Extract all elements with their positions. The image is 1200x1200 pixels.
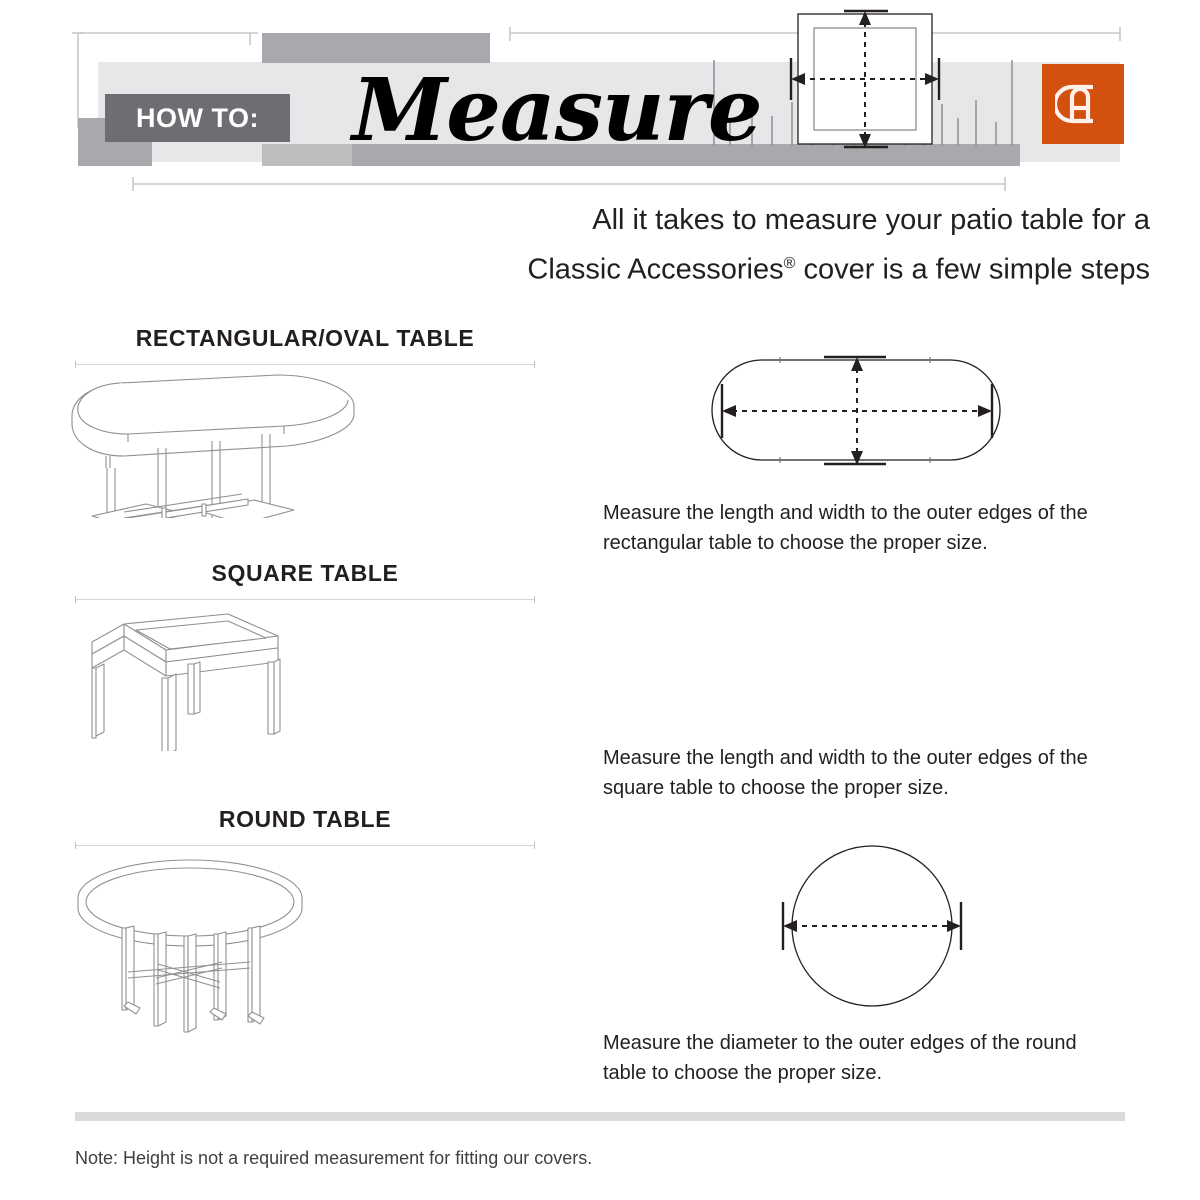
footer-note: Note: Height is not a required measurement for fitting our covers. [75,1148,593,1168]
instruction-line-2: rectangular table to choose the proper size. [603,532,988,554]
header-banner [0,0,1200,200]
how-to-label: HOW TO: [136,102,259,133]
subtitle-line-2-rest: cover is a few simple steps [795,253,1150,286]
section-heading-square: SQUARE TABLE [211,560,399,586]
oval-table-dimension-diagram [700,348,1030,493]
instruction-line-2: table to choose the proper size. [603,1062,883,1084]
page-title: Measure [352,60,762,161]
square-table-illustration [62,606,342,751]
subtitle-line-2 [380,242,1150,292]
how-to-badge [105,94,290,142]
instruction-line-1: Measure the diameter to the outer edges of the round [603,1032,1077,1054]
round-table-illustration [62,850,352,1035]
round-table-dimension-diagram [772,830,972,1025]
instruction-text-round [603,1028,1143,1088]
ca-monogram-icon [1055,77,1111,131]
header-gray-bar-bottom-light [262,144,352,166]
section-divider-3 [75,845,535,846]
square-table-dimension-diagram [782,0,962,160]
instruction-line-1: Measure the length and width to the outer edges of the [603,502,1088,524]
section-heading-round: ROUND TABLE [218,806,392,832]
oval-trestle-table-illustration [62,368,382,518]
subtitle-brand: Classic Accessories [527,253,784,286]
footer-divider-bar [75,1112,1125,1121]
subtitle [380,198,1150,292]
subtitle-line-1: All it takes to measure your patio table for a [592,204,1150,236]
registered-mark: ® [783,255,796,272]
section-divider-2 [75,599,535,600]
instruction-text-rectangular [603,498,1143,558]
section-divider-1 [75,364,535,365]
instruction-line-2: square table to choose the proper size. [603,777,949,799]
instruction-line-1: Measure the length and width to the outer edges of the [603,747,1088,769]
section-heading-rectangular-oval: RECTANGULAR/OVAL TABLE [135,325,475,351]
instruction-text-square [603,743,1143,803]
classic-accessories-logo [1042,64,1124,144]
